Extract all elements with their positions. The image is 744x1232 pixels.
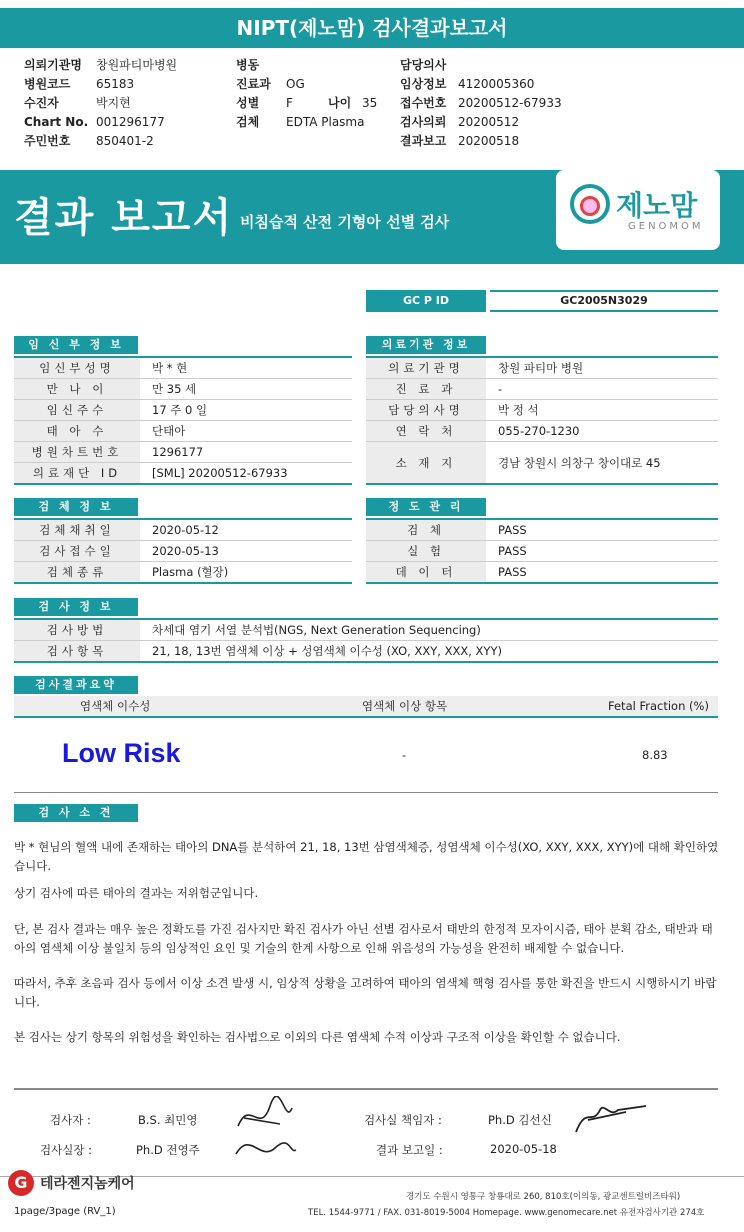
finding-p2: 상기 검사에 따른 태아의 결과는 저위험군입니다.	[14, 886, 259, 900]
resp-label: 검사실 책임자 :	[364, 1113, 442, 1127]
logo-subtext: GENOMOM	[628, 221, 704, 232]
pregnant-bottom-line	[14, 483, 352, 485]
specimen-row-label: 검체종류	[14, 562, 140, 583]
test-row-value: 차세대 염기 서열 분석법(NGS, Next Generation Sequencing)	[152, 623, 481, 637]
summary-col-ff: Fetal Fraction (%)	[608, 699, 709, 713]
pregnant-row-value: 박 * 현	[152, 361, 188, 375]
specimen-row-label: 검사접수일	[14, 541, 140, 562]
tester-signature-icon	[230, 1096, 300, 1162]
header-label: 담당의사	[400, 58, 447, 72]
summary-col-abnormal: 염색체 이상 항목	[362, 699, 448, 713]
pregnant-row-label: 의료재단 ID	[14, 463, 140, 484]
report-date-label: 결과 보고일 :	[376, 1143, 443, 1157]
specimen-row-value: 2020-05-12	[152, 523, 219, 537]
logo-dot-icon	[580, 196, 600, 216]
footer-address: 경기도 수원시 영통구 창룡대로 260, 810호(이의동, 광교센트럴비즈타워)	[406, 1192, 681, 1202]
risk-result: Low Risk	[62, 738, 181, 768]
institution-row-value: 창원 파티마 병원	[498, 361, 584, 375]
header-label: 병동	[236, 58, 260, 72]
test-row-label: 검사방법	[14, 620, 140, 641]
tester-name: B.S. 최민영	[138, 1113, 198, 1127]
header-label: 수진자	[24, 96, 59, 110]
header-value: OG	[286, 77, 305, 91]
institution-row-value: 055-270-1230	[498, 424, 580, 438]
institution-bottom-line	[366, 483, 718, 485]
company-name: 테라젠지놈케어	[40, 1176, 135, 1192]
pregnant-row-value: 단태아	[152, 424, 186, 438]
fetal-fraction: 8.83	[642, 748, 668, 762]
pregnant-section-title: 임 신 부 정 보	[14, 336, 138, 354]
report-title: NIPT(제노맘) 검사결과보고서	[0, 8, 744, 48]
qc-row-value: PASS	[498, 523, 527, 537]
header-label: 진료과	[236, 77, 271, 91]
institution-row-label: 의료기관명	[366, 358, 486, 379]
pregnant-row-value: [SML] 20200512-67933	[152, 466, 288, 480]
header-label: 결과보고	[400, 134, 447, 148]
header-value: 박지현	[96, 96, 131, 110]
qc-row-value: PASS	[498, 544, 527, 558]
abnormal-item: -	[402, 748, 407, 762]
resp-name: Ph.D 김선신	[488, 1113, 552, 1127]
tester-label: 검사자 :	[50, 1113, 91, 1127]
pregnant-row-label: 병원차트번호	[14, 442, 140, 463]
summary-bottom-line	[14, 792, 718, 793]
pregnant-row-value: 17 주 0 일	[152, 403, 208, 417]
header-value: 20200512	[458, 115, 520, 129]
qc-section-title: 정 도 관 리	[366, 498, 486, 516]
summary-col-aneuploidy: 염색체 이수성	[80, 699, 151, 713]
signature-divider	[14, 1088, 718, 1090]
header-value: 001296177	[96, 115, 165, 129]
header-value: EDTA Plasma	[286, 115, 365, 129]
institution-row-value: 박 정 석	[498, 403, 539, 417]
header-value: 65183	[96, 77, 135, 91]
header-label: 검체	[236, 115, 260, 129]
pregnant-row-label: 임신부성명	[14, 358, 140, 379]
header-label: 검사의뢰	[400, 115, 447, 129]
header-label: Chart No.	[24, 115, 89, 129]
banner-subtitle: 비침습적 산전 기형아 선별 검사	[240, 213, 450, 231]
finding-p1: 박 * 현님의 혈액 내에 존재하는 태아의 DNA를 분석하여 21, 18, 13번 삼염색체증, 성염색체 이수성(XO, XXY, XXX, XYY)에 대해 확인하였습니다.	[14, 840, 719, 873]
pregnant-row-value: 1296177	[152, 445, 204, 459]
chief-label: 검사실장 :	[40, 1143, 92, 1157]
test-row-value: 21, 18, 13번 염색체 이상 + 성염색체 이수성 (XO, XXY, XXX, XYY)	[152, 644, 502, 658]
test-bottom-line	[14, 661, 718, 663]
specimen-row-value: 2020-05-13	[152, 544, 219, 558]
institution-row-label: 연 락 처	[366, 421, 486, 442]
gcpid-value: GC2005N3029	[490, 290, 718, 312]
pregnant-row-label: 만 나 이	[14, 379, 140, 400]
chief-name: Ph.D 전영주	[136, 1143, 200, 1157]
finding-p3: 단, 본 검사 결과는 매우 높은 정확도를 가진 검사지만 확진 검사가 아닌 선별 검사로서 태반의 한정적 모자이시즘, 태아 분획 감소, 태반과 태아의 염색체 이상 불일치 등의 임상적인 요인 및 기술의 한계 사항으로 인해 위음성의 가능성을 완전히 배제할 수 없습니다.	[14, 922, 713, 955]
qc-row-value: PASS	[498, 565, 527, 579]
findings-section-title: 검 사 소 견	[14, 804, 138, 822]
qc-row-label: 실 험	[366, 541, 486, 562]
page-number: 1page/3page (RV_1)	[14, 1206, 116, 1217]
specimen-row-value: Plasma (혈장)	[152, 565, 229, 579]
pregnant-row-label: 태 아 수	[14, 421, 140, 442]
header-value: 850401-2	[96, 134, 154, 148]
pregnant-row-value: 만 35 세	[152, 382, 197, 396]
test-section-title: 검 사 정 보	[14, 598, 138, 616]
finding-p4: 따라서, 추후 초음파 검사 등에서 이상 소견 발생 시, 임상적 상황을 고려하여 태아의 염색체 핵형 검사를 통한 확진을 반드시 시행하시기 바랍니다.	[14, 976, 717, 1009]
summary-section-title: 검사결과요약	[14, 676, 138, 694]
institution-row-label: 소 재 지	[366, 442, 486, 484]
test-row-label: 검사항목	[14, 641, 140, 662]
institution-row-value: 경남 창원시 의창구 창이대로 45	[498, 456, 661, 470]
header-label: 접수번호	[400, 96, 447, 110]
qc-row-label: 검 체	[366, 520, 486, 541]
resp-signature-icon	[570, 1096, 650, 1140]
gcpid-label: GC P ID	[366, 290, 486, 312]
institution-row-label: 담당의사명	[366, 400, 486, 421]
banner-title: 결과 보고서	[14, 195, 234, 241]
company-logo-icon: G	[8, 1170, 34, 1196]
header-value: F	[286, 96, 293, 110]
specimen-section-title: 검 체 정 보	[14, 498, 138, 516]
pregnant-row-label: 임신주수	[14, 400, 140, 421]
header-label: 주민번호	[24, 134, 71, 148]
report-date: 2020-05-18	[490, 1142, 557, 1156]
qc-row-label: 데 이 터	[366, 562, 486, 583]
finding-p5: 본 검사는 상기 항목의 위험성을 확인하는 검사법으로 이외의 다른 염색체 수적 이상과 구조적 이상을 확인할 수 없습니다.	[14, 1030, 621, 1044]
institution-section-title: 의료기관 정보	[366, 336, 486, 354]
header-label: 의뢰기관명	[24, 58, 82, 72]
header-value: 창원파티마병원	[96, 58, 178, 72]
header-label: 성별	[236, 96, 260, 110]
header-label: 병원코드	[24, 77, 71, 91]
header-label: 나이	[328, 96, 352, 110]
header-label: 임상정보	[400, 77, 447, 91]
specimen-row-label: 검체채취일	[14, 520, 140, 541]
logo-text: 제노맘	[616, 189, 698, 222]
institution-row-label: 진 료 과	[366, 379, 486, 400]
qc-bottom-line	[366, 582, 718, 584]
footer-contact: TEL. 1544-9771 / FAX. 031-8019-5004 Homepage. www.genomecare.net 유전자검사기관 274호	[308, 1208, 705, 1218]
header-value: 20200512-67933	[458, 96, 562, 110]
header-value: 20200518	[458, 134, 520, 148]
header-value: 4120005360	[458, 77, 535, 91]
summary-divider	[14, 716, 718, 718]
institution-row-value: -	[498, 382, 503, 396]
specimen-bottom-line	[14, 582, 352, 584]
header-value: 35	[362, 96, 378, 110]
